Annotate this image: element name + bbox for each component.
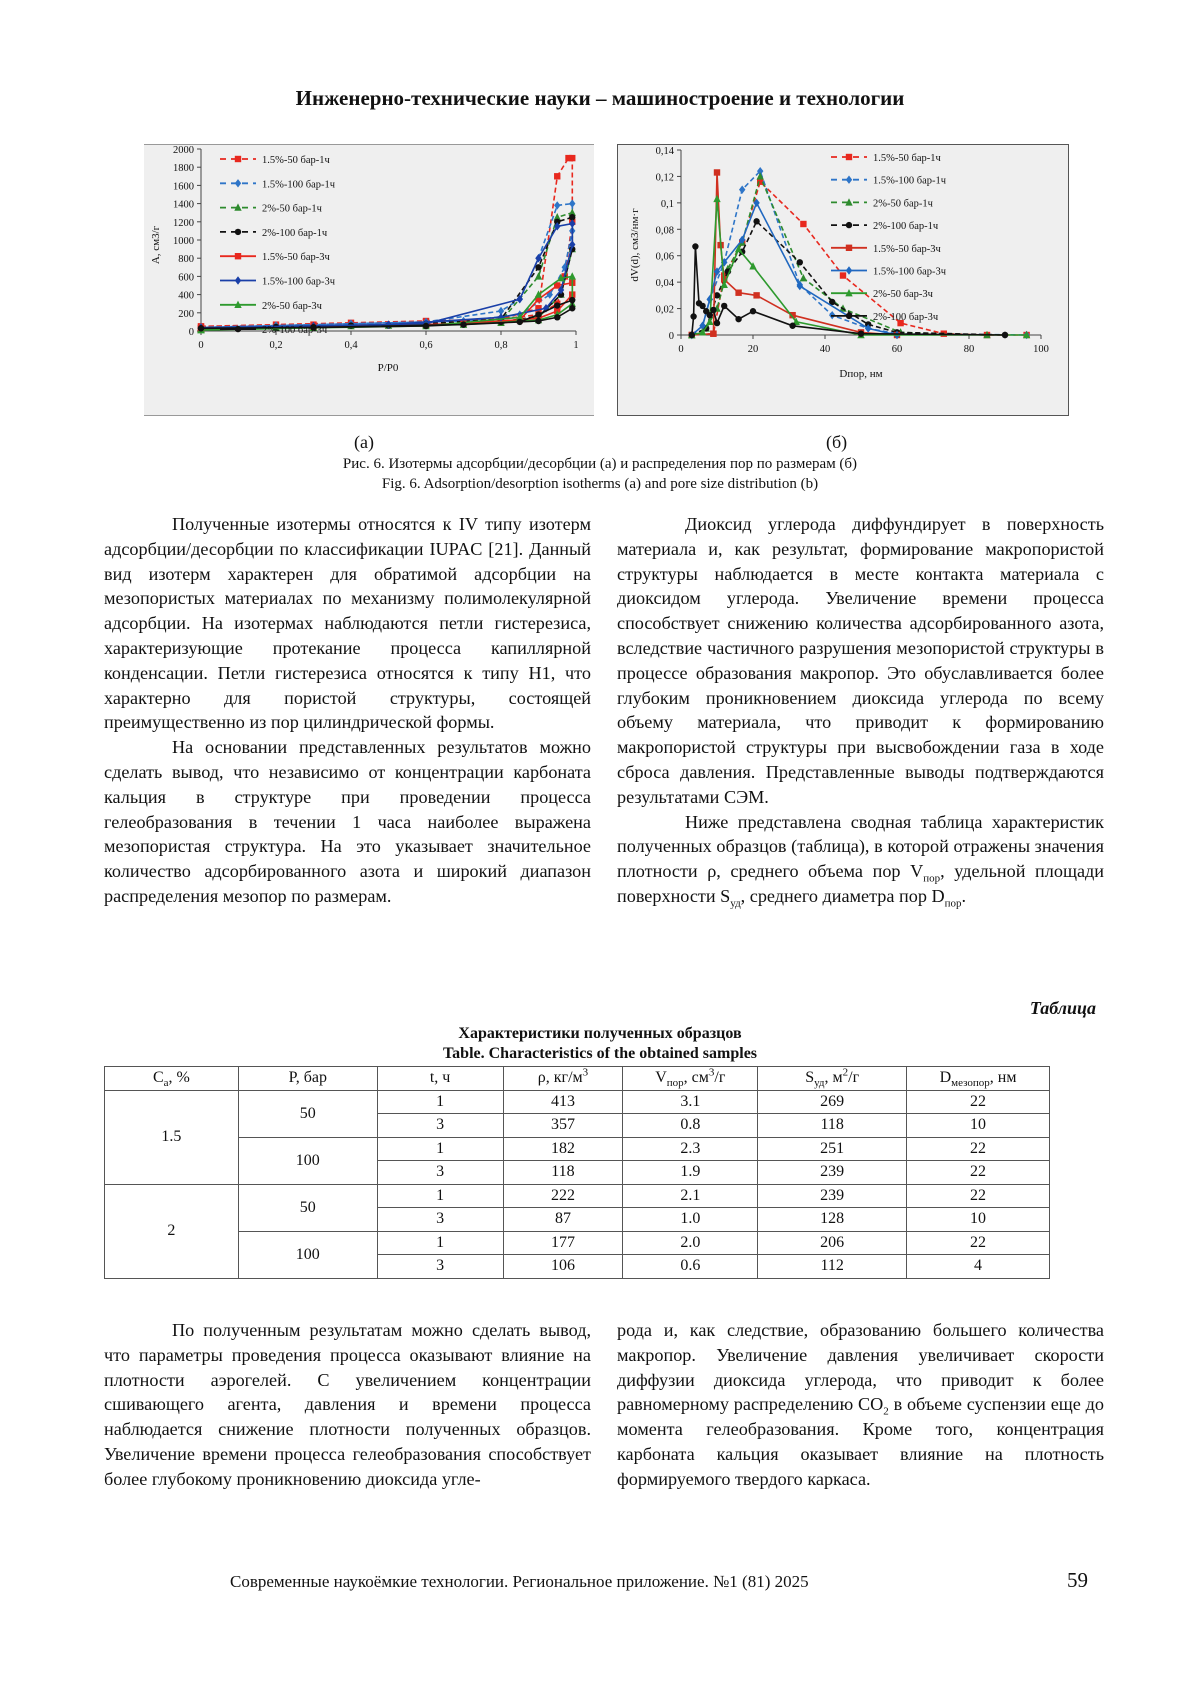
svg-text:1800: 1800 [173, 163, 194, 175]
cell-v: 2.0 [623, 1231, 758, 1255]
cell-v: 2.3 [623, 1137, 758, 1161]
cell-ca: 2 [105, 1184, 239, 1278]
cell-d: 22 [907, 1090, 1050, 1114]
svg-text:0,06: 0,06 [655, 251, 674, 263]
cell-v: 0.6 [623, 1255, 758, 1279]
svg-text:2%-100 бар-3ч: 2%-100 бар-3ч [873, 311, 939, 323]
svg-text:1600: 1600 [173, 181, 194, 193]
cell-s: 239 [758, 1184, 907, 1208]
journal-footer: Современные наукоёмкие технологии. Региональное приложение. №1 (81) 2025 [230, 1572, 809, 1591]
svg-text:0: 0 [188, 327, 194, 338]
svg-text:2%-100 бар-3ч: 2%-100 бар-3ч [262, 325, 328, 337]
svg-text:1.5%-100 бар-3ч: 1.5%-100 бар-3ч [873, 266, 947, 278]
chart-series [198, 199, 576, 331]
header-s: $S_{уд}$, $м^2/г$ [758, 1067, 907, 1091]
cell-rho: 177 [503, 1231, 623, 1255]
svg-text:400: 400 [178, 290, 194, 302]
cell-d: 22 [907, 1161, 1050, 1185]
svg-text:2000: 2000 [173, 145, 194, 156]
cell-d: 4 [907, 1255, 1050, 1279]
cell-v: 0.8 [623, 1114, 758, 1138]
svg-text:P/P0: P/P0 [377, 362, 399, 374]
figure-sublabel-a: (а) [354, 432, 374, 452]
paragraph: Диоксид углерода диффундирует в поверхность материала и, как результат, формирование макропористой структуры наблюдается в месте контакта материала с диоксидом углерода. Увеличение времени процесса способствует снижению количества адсорбированного азота, вследствие частичного разрушения мезопористой структуры в процессе образования макропор. Это обуславливается более глубоким проникновением диоксида углерода по всему объему материала, что приводит к формированию макропористой структуры при высвобождении газа в ходе сброса давления. Представленные выводы подтверждаются результатами СЭМ. [617, 514, 1104, 807]
svg-text:0,04: 0,04 [655, 278, 674, 290]
svg-text:1400: 1400 [173, 199, 194, 211]
cell-t: 1 [377, 1184, 503, 1208]
chart-series [689, 169, 901, 338]
page-number: 59 [1067, 1568, 1088, 1592]
svg-text:20: 20 [747, 344, 759, 355]
svg-text:1: 1 [573, 340, 579, 351]
pore-distribution-chart [617, 144, 1069, 416]
svg-text:80: 80 [963, 344, 975, 355]
svg-text:600: 600 [178, 272, 194, 284]
svg-text:800: 800 [178, 254, 194, 266]
right-column [617, 512, 1104, 909]
cell-t: 3 [377, 1208, 503, 1232]
cell-d: 10 [907, 1114, 1050, 1138]
cell-v: 3.1 [623, 1090, 758, 1114]
svg-text:0: 0 [668, 331, 674, 342]
cell-rho: 357 [503, 1114, 623, 1138]
cell-t: 3 [377, 1255, 503, 1279]
svg-text:0,14: 0,14 [655, 146, 674, 157]
table-row [105, 1137, 1050, 1161]
isotherm-chart [144, 144, 594, 416]
cell-d: 22 [907, 1137, 1050, 1161]
cell-p: 100 [238, 1137, 377, 1184]
figure-caption-en: Fig. 6. Adsorption/desorption isotherms (a) and pore size distribution (b) [381, 476, 819, 492]
cell-rho: 87 [503, 1208, 623, 1232]
header-p: P, бар [238, 1067, 377, 1091]
cell-t: 1 [377, 1090, 503, 1114]
svg-text:1.5%-100 бар-1ч: 1.5%-100 бар-1ч [262, 179, 336, 191]
cell-v: 2.1 [623, 1184, 758, 1208]
figure-sublabel-b: (б) [826, 432, 848, 452]
header-d: $D_{мезопор}$, нм [907, 1067, 1050, 1091]
svg-text:2%-100 бар-1ч: 2%-100 бар-1ч [873, 221, 939, 233]
svg-text:dV(d), см3/нм·г: dV(d), см3/нм·г [629, 208, 641, 282]
cell-p: 100 [238, 1231, 377, 1278]
paragraph: Ниже представлена сводная таблица характеристик полученных образцов (таблица), в которой отражены значения плотности ρ, среднего объема пор $V_{пор}$, удельной площади поверхности $S_{уд}$, среднего диаметра пор $D_{пор}$. [617, 811, 1105, 910]
svg-text:60: 60 [891, 344, 903, 355]
chart-series [198, 155, 576, 330]
svg-text:1.5%-50 бар-3ч: 1.5%-50 бар-3ч [873, 243, 941, 255]
cell-rho: 106 [503, 1255, 623, 1279]
svg-text:0,1: 0,1 [660, 198, 674, 210]
svg-text:2%-100 бар-1ч: 2%-100 бар-1ч [262, 227, 328, 239]
table-label: Таблица [1029, 998, 1096, 1018]
cell-rho: 413 [503, 1090, 623, 1114]
svg-text:100: 100 [1033, 344, 1049, 355]
table-title-en: Table. Characteristics of the obtained samples [442, 1045, 758, 1062]
cell-v: 1.9 [623, 1161, 758, 1185]
bottom-right-column [617, 1318, 1104, 1492]
cell-ca: 1.5 [105, 1090, 239, 1184]
paragraph: По полученным результатам можно сделать вывод, что параметры проведения процесса оказывают влияние на плотности аэрогелей. С увеличением концентрации сшивающего агента, давления и времени процесса наблюдается снижение плотности полученных образцов. Увеличение времени процесса гелеобразования способствует более глубокому проникновению диоксида угле- [104, 1320, 591, 1489]
isotherm-chart-svg [144, 145, 594, 415]
cell-s: 239 [758, 1161, 907, 1185]
svg-text:0,02: 0,02 [655, 304, 674, 316]
svg-text:1.5%-50 бар-1ч: 1.5%-50 бар-1ч [873, 153, 941, 164]
svg-text:0,12: 0,12 [655, 172, 674, 184]
header-t: t, ч [377, 1067, 503, 1091]
cell-rho: 182 [503, 1137, 623, 1161]
cell-d: 22 [907, 1184, 1050, 1208]
svg-text:2%-50 бар-1ч: 2%-50 бар-1ч [262, 203, 322, 215]
paragraph: рода и, как следствие, образованию большего количества макропор. Увеличение давления увеличивает скорости диффузии диоксида углерода, что приводит к более равномерному распределению $CO_2$ в объеме суспензии еще до момента гелеобразования. Кроме того, концентрация карбоната кальция оказывает влияние на плотность формируемого твердого каркаса. [617, 1320, 1104, 1489]
header-rho: ρ, $кг/м^3$ [503, 1067, 623, 1091]
svg-text:0,4: 0,4 [344, 340, 358, 351]
figure-caption-ru: Рис. 6. Изотермы адсорбции/десорбции (а) и распределения пор по размерам (б) [342, 456, 858, 472]
cell-t: 3 [377, 1161, 503, 1185]
header-ca: $C_a$, % [105, 1067, 239, 1091]
svg-text:0: 0 [198, 340, 204, 351]
pore-distribution-chart-svg [618, 145, 1068, 415]
svg-text:0,6: 0,6 [419, 340, 433, 351]
svg-text:2%-50 бар-3ч: 2%-50 бар-3ч [873, 289, 933, 301]
cell-p: 50 [238, 1090, 377, 1137]
cell-t: 1 [377, 1137, 503, 1161]
svg-text:1.5%-100 бар-3ч: 1.5%-100 бар-3ч [262, 276, 336, 288]
table-row [105, 1231, 1050, 1255]
svg-text:200: 200 [178, 308, 194, 320]
cell-d: 10 [907, 1208, 1050, 1232]
svg-text:40: 40 [819, 344, 831, 355]
svg-text:1.5%-50 бар-1ч: 1.5%-50 бар-1ч [262, 155, 330, 166]
svg-text:1000: 1000 [173, 236, 194, 247]
paragraph: Полученные изотермы относятся к IV типу изотерм адсорбции/десорбции по классификации IUPAC [21]. Данный вид изотерм характерен для обратимой адсорбции на мезопористых материалах по механизму полимолекулярной адсорбции. На изотермах наблюдаются петли гистерезиса, характеризующие протекание процесса капиллярной конденсации. Петли гистерезиса относятся к типу H1, что характерно для пористой структуры, состоящей преимущественно из пор цилиндрической формы. [104, 514, 591, 733]
svg-text:A, см3/г: A, см3/г [150, 225, 162, 265]
cell-v: 1.0 [623, 1208, 758, 1232]
running-head: Инженерно-технические науки – машиностроение и технологии [295, 86, 905, 110]
chart-series [689, 179, 1030, 339]
chart-series [688, 172, 991, 338]
cell-s: 269 [758, 1090, 907, 1114]
table-row [105, 1184, 1050, 1208]
svg-text:2%-50 бар-3ч: 2%-50 бар-3ч [262, 300, 322, 312]
characteristics-table [104, 1066, 1050, 1279]
cell-t: 3 [377, 1114, 503, 1138]
svg-text:1.5%-50 бар-3ч: 1.5%-50 бар-3ч [262, 252, 330, 264]
svg-text:0,8: 0,8 [494, 340, 508, 351]
svg-text:0,08: 0,08 [655, 225, 674, 237]
svg-text:0: 0 [678, 344, 684, 355]
svg-text:Dпор, нм: Dпор, нм [839, 368, 883, 380]
cell-s: 112 [758, 1255, 907, 1279]
cell-s: 251 [758, 1137, 907, 1161]
cell-s: 118 [758, 1114, 907, 1138]
cell-t: 1 [377, 1231, 503, 1255]
table-title-ru: Характеристики полученных образцов [458, 1025, 742, 1042]
table-row [105, 1090, 1050, 1114]
svg-text:0,2: 0,2 [269, 340, 283, 351]
left-column [104, 512, 591, 909]
svg-text:1200: 1200 [173, 217, 194, 229]
cell-s: 128 [758, 1208, 907, 1232]
svg-text:2%-50 бар-1ч: 2%-50 бар-1ч [873, 198, 933, 210]
cell-d: 22 [907, 1231, 1050, 1255]
cell-p: 50 [238, 1184, 377, 1231]
svg-text:1.5%-100 бар-1ч: 1.5%-100 бар-1ч [873, 175, 947, 187]
cell-rho: 222 [503, 1184, 623, 1208]
header-v: $V_{пор}$, $см^3/г$ [623, 1067, 758, 1091]
table-header-row [105, 1067, 1050, 1091]
cell-rho: 118 [503, 1161, 623, 1185]
bottom-left-column [104, 1318, 591, 1492]
paragraph: На основании представленных результатов можно сделать вывод, что независимо от концентрации карбоната кальция в структуре при проведении процесса гелеобразования в течении 1 часа наиболее выражена мезопористая структура. На это указывает значительное количество адсорбированного азота и широкий диапазон распределения мезопор по размерам. [104, 737, 591, 906]
cell-s: 206 [758, 1231, 907, 1255]
